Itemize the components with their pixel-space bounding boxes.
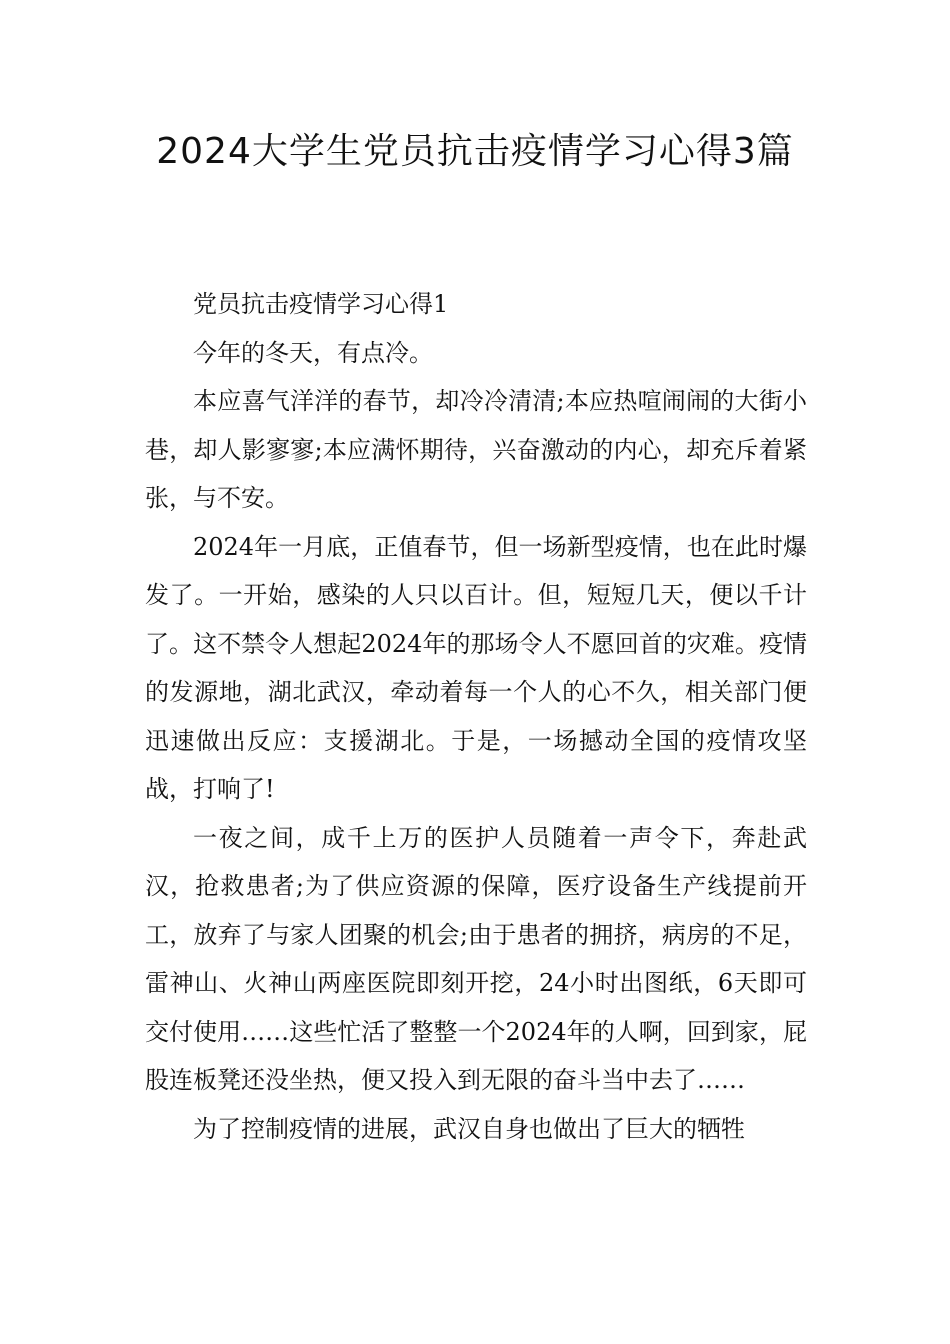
document-title: 2024大学生党员抗击疫情学习心得3篇 [156, 131, 794, 172]
paragraph: 今年的冬天，有点冷。 [193, 338, 433, 367]
paragraph: 为了控制疫情的进展，武汉自身也做出了巨大的牺牲 [193, 1114, 745, 1143]
paragraph: 本应喜气洋洋的春节，却冷冷清清;本应热喧闹闹的大街小巷，却人影寥寥;本应满怀期待，兴奋激动的内心，却充斥着紧张，与不安。 [145, 387, 807, 512]
document-body [145, 280, 807, 1153]
paragraph: 一夜之间，成千上万的医护人员随着一声令下，奔赴武汉，抢救患者;为了供应资源的保障，医疗设备生产线提前开工，放弃了与家人团聚的机会;由于患者的拥挤，病房的不足，雷神山、火神山两座医院即刻开挖，24小时出图纸，6天即可交付使用……这些忙活了整整一个2024年的人啊，回到家，屁股连板凳还没坐热，便又投入到无限的奋斗当中去了…… [145, 823, 807, 1094]
section-heading: 党员抗击疫情学习心得1 [193, 290, 449, 318]
paragraph: 2024年一月底，正值春节，但一场新型疫情，也在此时爆发了。一开始，感染的人只以百计。但，短短几天，便以千计了。这不禁令人想起2024年的那场令人不愿回首的灾难。疫情的发源地，湖北武汉，牵动着每一个人的心不久，相关部门便迅速做出反应：支援湖北。于是，一场撼动全国的疫情攻坚战，打响了! [145, 532, 807, 803]
